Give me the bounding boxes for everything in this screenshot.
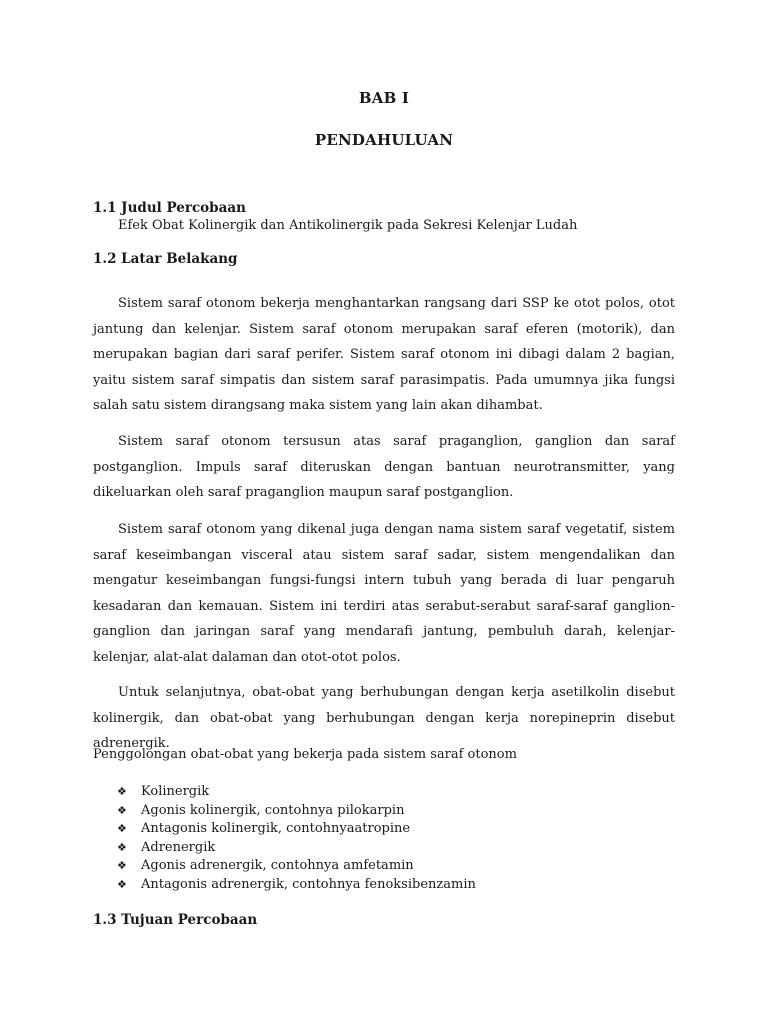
experiment-title: Efek Obat Kolinergik dan Antikolinergik pada Sekresi Kelenjar Ludah [118, 218, 578, 233]
list-item-text: Antagonis kolinergik, contohnyaatropine [141, 821, 411, 837]
diamond-bullet-icon: ❖ [117, 803, 127, 817]
paragraph-2: Sistem saraf otonom tersusun atas saraf praganglion, ganglion dan saraf postganglion. Impuls saraf diteruskan dengan bantuan neurotransmitter, yang dikeluarkan oleh saraf praganglion maupun saraf postganglion. [93, 434, 675, 500]
list-item-text: Adrenergik [141, 839, 216, 855]
diamond-bullet-icon: ❖ [117, 822, 127, 836]
list-item [117, 783, 476, 802]
list-item [117, 857, 476, 876]
diamond-bullet-icon: ❖ [117, 785, 127, 798]
chapter-number: BAB I [358, 89, 410, 107]
list-item-text: Agonis adrenergik, contohnya amfetamin [141, 858, 414, 874]
list-item [117, 876, 476, 895]
paragraph-1: Sistem saraf otonom bekerja menghantarkan rangsang dari SSP ke otot polos, otot jantung dan kelenjar. Sistem saraf otonom merupakan saraf eferen (motorik), dan merupakan bagian dari saraf perifer. Sistem saraf otonom ini dibagi dalam 2 bagian, yaitu sistem saraf simpatis dan sistem saraf parasimpatis. Pada umumnya jika fungsi salah satu sistem dirangsang maka sistem yang lain akan dihambat. [93, 296, 675, 413]
list-item-text: Kolinergik [141, 784, 210, 799]
list-item-text: Agonis kolinergik, contohnya pilokarpin [141, 802, 405, 818]
diamond-bullet-icon: ❖ [117, 859, 127, 873]
section-heading-1-3: 1.3 Tujuan Percobaan [93, 912, 258, 928]
diamond-bullet-icon: ❖ [117, 877, 127, 891]
section-heading-1-2: 1.2 Latar Belakang [93, 251, 238, 267]
drug-classification-list [117, 783, 476, 895]
paragraph-3: Sistem saraf otonom yang dikenal juga dengan nama sistem saraf vegetatif, sistem saraf keseimbangan visceral atau sistem saraf sadar, sistem mengendalikan dan mengatur keseimbangan fungsi-fungsi intern tubuh yang berada di luar pengaruh kesadaran dan kemauan. Sistem ini terdiri atas serabut-serabut saraf-saraf ganglion-ganglion dan jaringan saraf yang mendarafi jantung, pembuluh darah, kelenjar-kelenjar, alat-alat dalaman dan otot-otot polos. [93, 522, 675, 665]
list-intro: Penggolongan obat-obat yang bekerja pada sistem saraf otonom [93, 747, 517, 762]
list-item [117, 820, 476, 839]
list-item-text: Antagonis adrenergik, contohnya fenoksibenzamin [141, 876, 476, 892]
list-item [117, 802, 476, 821]
diamond-bullet-icon: ❖ [117, 840, 127, 854]
paragraph-4: Untuk selanjutnya, obat-obat yang berhubungan dengan kerja asetilkolin disebut kolinergik, dan obat-obat yang berhubungan dengan kerja norepineprin disebut adrenergik. [93, 685, 675, 751]
list-item [117, 839, 476, 858]
section-heading-1-1: 1.1 Judul Percobaan [93, 200, 246, 216]
chapter-title: PENDAHULUAN [314, 131, 454, 149]
